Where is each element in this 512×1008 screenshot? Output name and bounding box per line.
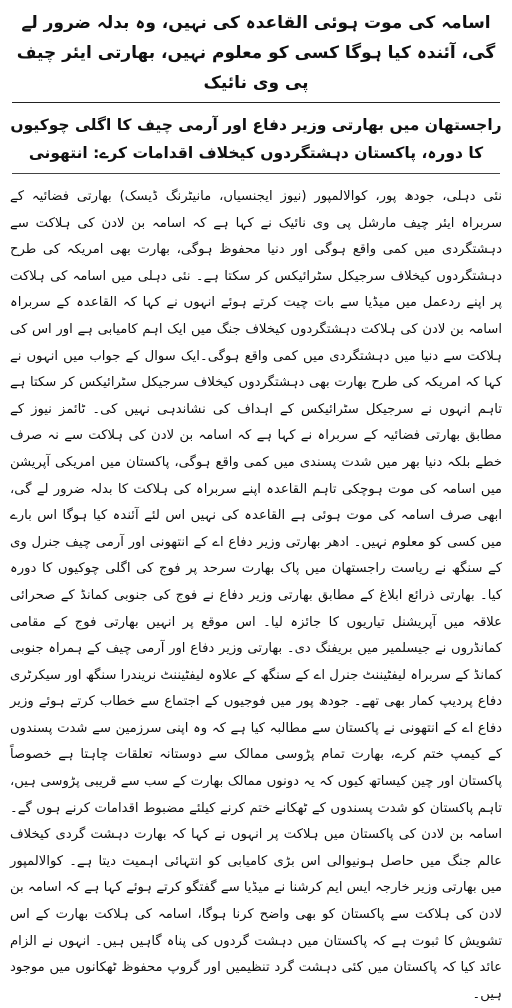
subheadline-divider: [12, 173, 500, 174]
headline-divider: [12, 102, 500, 103]
article-subheadline: راجستھان میں بھارتی وزیر دفاع اور آرمی چیف کا اگلی چوکیوں کا دورہ، پاکستان دہشتگردوں کیخلاف اقدامات کرے: انتھونی: [10, 116, 502, 162]
article-body: نئی دہلی، جودھ پور، کوالالمپور (نیوز ایجنسیاں، مانیٹرنگ ڈیسک) بھارتی فضائیہ کے سربراہ ایئر چیف مارشل پی وی نائیک نے کہا ہے کہ اسامہ بن لادن کی ہلاکت سے دہشتگردی میں کمی واقع ہوگی اور دنیا محفوظ ہوگی، بھارت بھی امریکہ کی طرح دہشتگردوں کیخلاف سرجیکل سٹرائیکس کر سکتا ہے۔ نئی دہلی میں اسامہ کی ہلاکت پر اپنے ردعمل میں میڈیا سے بات چیت کرتے ہوئے انہوں نے کہا کہ القاعدہ کے سربراہ اسامہ بن لادن کی ہلاکت دہشتگردوں کیخلاف جنگ میں ایک اہم کامیابی ہے اور اس کی ہلاکت سے دنیا میں دہشتگردی میں کمی واقع ہوگی۔ایک سوال کے جواب میں انہوں نے کہا کہ امریکہ کی طرح بھارت بھی دہشتگردوں کیخلاف سرجیکل سٹرائیکس کر سکتا ہے تاہم انہوں نے سرجیکل سٹرائیکس کے اہداف کی نشاندہی نہیں کی۔ ٹائمز نیوز کے مطابق بھارتی فضائیہ کے سربراہ نے کہا ہے کہ اسامہ بن لادن کی ہلاکت سے نہ صرف خطے بلکہ دنیا بھر میں شدت پسندی میں کمی واقع ہوگی، پاکستان میں امریکی آپریشن میں اسامہ کی موت ہوچکی تاہم القاعدہ اپنے سربراہ کی ہلاکت کا بدلہ ضرور لے گی، ابھی صرف اسامہ کی موت ہوئی ہے القاعدہ کی نہیں اس لئے آئندہ کیا ہوگا اس بارے میں کسی کو معلوم نہیں۔ ادھر بھارتی وزیر دفاع اے کے انتھونی اور آرمی چیف جنرل وی کے سنگھ نے ریاست راجستھان میں پاک بھارت سرحد پر فوج کی اگلی چوکیوں کا دورہ کیا۔ بھارتی ذرائع ابلاغ کے مطابق بھارتی وزیر دفاع نے فوج کی جنوبی کمانڈ کے صحرائی علاقہ میں آپریشنل تیاریوں کا جائزہ لیا۔ اس موقع پر انہیں بھارتی فوج کے مقامی کمانڈروں نے جیسلمیر میں بریفنگ دی۔ بھارتی وزیر دفاع اور آرمی چیف کے ہمراہ جنوبی کمانڈ کے سربراہ لیفٹیننٹ جنرل اے کے سنگھ کے علاوہ لیفٹیننٹ نریندرا سنگھ اور سیکرٹری دفاع پردیپ کمار بھی تھے۔ جودھ پور میں فوجیوں کے اجتماع سے خطاب کرتے ہوئے وزیر دفاع اے کے انتھونی نے پاکستان سے مطالبہ کیا ہے کہ وہ اپنی سرزمین سے شدت پسندوں کے کیمپ ختم کرے، بھارت تمام پڑوسی ممالک سے دوستانہ تعلقات چاہتا ہے خصوصاً پاکستان اور چین کیساتھ کیوں کہ یہ دونوں ممالک بھارت کے سب سے قریبی پڑوسی ہیں، تاہم پاکستان کو شدت پسندوں کے ٹھکانے ختم کرنے کیلئے مضبوط اقدامات کرنے ہوں گے۔ اسامہ بن لادن کی پاکستان میں ہلاکت پر انہوں نے کہا کہ بھارت دہشت گردی کیخلاف عالم جنگ میں حاصل ہونیوالی اس بڑی کامیابی کو انتہائی اہمیت دیتا ہے۔ کوالالمپور میں بھارتی وزیر خارجہ ایس ایم کرشنا نے میڈیا سے گفتگو کرتے ہوئے کہا ہے کہ اسامہ بن لادن کی ہلاکت سے پاکستان کو بھی واضح کرنا ہوگا، اسامہ کی ہلاکت بھارت کے اس تشویش کا ثبوت ہے کہ پاکستان میں دہشت گردوں کی پناہ گاہیں ہیں۔ انہوں نے الزام عائد کیا کہ پاکستان میں کئی دہشت گرد تنظیمیں اور گروپ محفوظ ٹھکانوں میں موجود ہیں۔: [10, 189, 502, 1002]
article-headline: اسامہ کی موت ہوئی القاعدہ کی نہیں، وہ بدلہ ضرور لے گی، آئندہ کیا ہوگا کسی کو معلوم نہیں، بھارتی ایئر چیف پی وی نائیک: [16, 13, 496, 93]
